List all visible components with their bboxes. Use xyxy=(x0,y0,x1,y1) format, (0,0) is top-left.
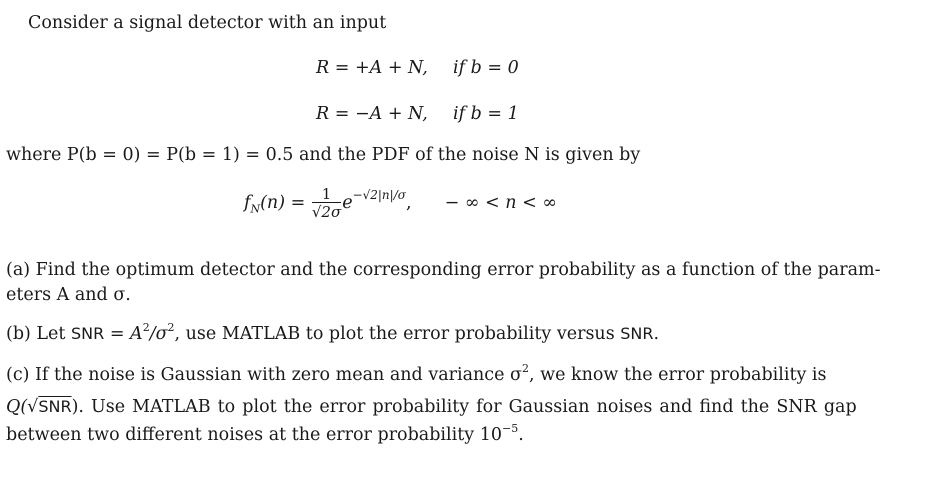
part-c-line3 xyxy=(6,424,524,446)
pdf-numerator: 1 xyxy=(312,186,341,203)
intro-text: Consider a signal detector with an input xyxy=(28,13,387,33)
part-c-line2-post: ). Use MATLAB to plot the error probability for Gaussian noises and find the SNR gap xyxy=(71,397,857,417)
pdf-lhs: f xyxy=(244,193,251,213)
part-b-rest: /σ xyxy=(149,324,168,344)
equation-b1-condition: if b = 1 xyxy=(452,104,519,124)
part-b-eq: = A xyxy=(104,324,143,344)
part-c-line2 xyxy=(6,396,857,418)
equation-b0 xyxy=(316,58,519,78)
part-c-line3-pre: between two different noises at the error probability 10 xyxy=(6,425,502,445)
pdf-exp-base: e xyxy=(342,193,353,213)
part-b-end: . xyxy=(653,324,660,344)
part-b-sq2: 2 xyxy=(167,321,175,335)
part-b-sq: 2 xyxy=(142,321,150,335)
pdf-fraction xyxy=(312,186,341,221)
pdf-lhs-sub: N xyxy=(250,202,261,216)
part-b xyxy=(6,323,659,345)
equation-b1 xyxy=(316,104,519,124)
part-c-line3-end: . xyxy=(518,425,524,445)
part-b-snr2: SNR xyxy=(620,324,654,343)
pdf-comma: , xyxy=(405,193,412,213)
pdf-lhs-arg: (n) = xyxy=(260,193,306,213)
equation-b0-lhs: R = +A + N, xyxy=(316,58,428,78)
part-c-snr: SNR xyxy=(38,397,72,416)
where-line: where P(b = 0) = P(b = 1) = 0.5 and the PDF of the noise N is given by xyxy=(6,145,641,165)
part-b-pre: (b) Let xyxy=(6,324,71,344)
part-a-line2: eters A and σ. xyxy=(6,285,131,305)
part-c-line1-pre: (c) If the noise is Gaussian with zero mean and variance σ xyxy=(6,365,522,385)
pdf-exponent: −√2|n|/σ xyxy=(352,188,406,202)
equation-b1-lhs: R = −A + N, xyxy=(316,104,428,124)
part-c-line1 xyxy=(6,362,827,386)
part-c-line3-exp: −5 xyxy=(501,422,519,436)
pdf-range: − ∞ < n < ∞ xyxy=(444,193,557,213)
part-b-snr: SNR xyxy=(71,324,105,343)
part-a-line1: (a) Find the optimum detector and the corresponding error probability as a function of the param- xyxy=(6,260,881,280)
part-c-q: Q(√ xyxy=(6,397,39,417)
pdf-denominator: √2σ xyxy=(311,203,342,221)
part-c-line1-post: , we know the error probability is xyxy=(528,365,827,385)
part-b-post: , use MATLAB to plot the error probability versus xyxy=(174,324,621,344)
pdf-equation xyxy=(244,186,557,221)
part-c-line1-sq: 2 xyxy=(521,362,529,376)
equation-b0-condition: if b = 0 xyxy=(452,58,519,78)
